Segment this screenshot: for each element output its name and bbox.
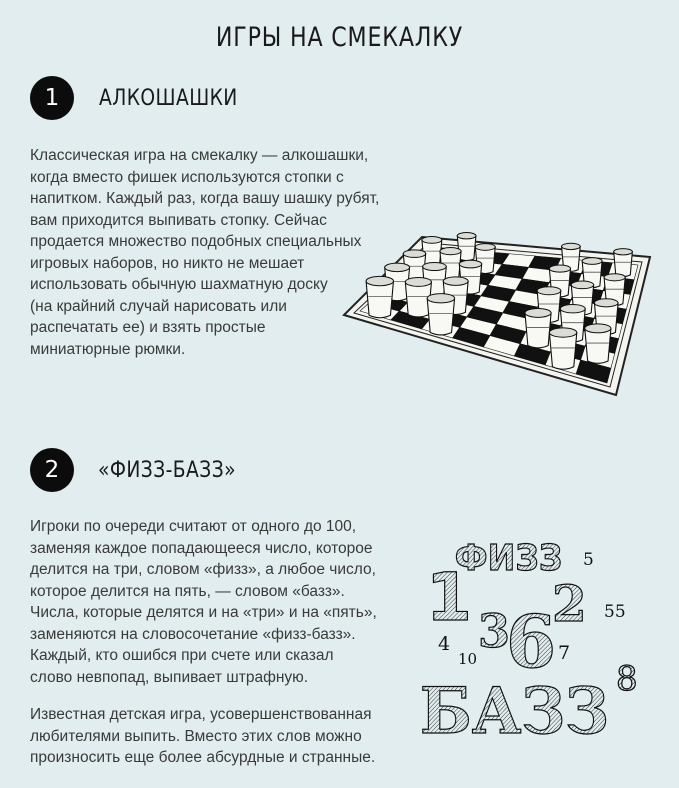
text-line: Классическая игра на смекалку — алкошашки,	[30, 147, 369, 164]
shot-glass-rim	[525, 308, 551, 317]
shot-glass-rim	[582, 258, 602, 265]
text-line: Каждый, кто ошибся при счете или сказал	[30, 647, 334, 664]
shot-glass	[427, 298, 454, 335]
text-line: напитком. Каждый раз, когда вашу шашку рубят,	[30, 190, 380, 207]
page-title: ИГРЫ НА СМЕКАЛКУ	[215, 22, 464, 53]
fizz-word: ФИЗЗ	[454, 537, 563, 580]
shot-glass-rim	[614, 249, 633, 255]
text-line: произносить еще более абсурдные и странные.	[30, 749, 376, 766]
text-line: миниатюрные рюмки.	[30, 340, 186, 358]
shot-glass-rim	[537, 287, 561, 295]
shot-glass-rim	[423, 263, 447, 271]
text-line: заменяя каждое попадающееся число, которое	[30, 539, 373, 557]
section-description	[30, 145, 379, 360]
section-title: «ФИЗЗ-БАЗЗ»	[98, 458, 236, 483]
section-note	[30, 704, 375, 769]
number-ten: 10	[458, 650, 478, 668]
section-number-badge: 1	[30, 76, 74, 120]
section-number-badge: 2	[30, 448, 74, 492]
text-line: Известная детская игра, усовершенствованная	[30, 706, 372, 723]
shot-glass-checkers-illustration	[340, 205, 665, 400]
text-line: заменяются на словосочетание «физз-базз».	[30, 625, 356, 643]
shot-glass-rim	[604, 274, 625, 281]
number-one: 1	[426, 559, 472, 636]
number-fifty-five: 55	[604, 602, 626, 622]
buzz-word: БАЗЗ	[419, 672, 610, 749]
section-title: АЛКОШАШКИ	[99, 86, 238, 111]
text-line: (на крайний случай нарисовать или	[30, 297, 287, 315]
text-line: делится на три, словом «физз», а любое число,	[30, 561, 376, 578]
text-line: любителями выпить. Вместо этих слов можно	[30, 727, 362, 745]
shot-glass-rim	[422, 237, 442, 244]
text-line: которое делится на пять, — словом «базз».	[30, 582, 345, 600]
shot-glass-rim	[405, 278, 431, 287]
shot-glass-rim	[457, 233, 476, 239]
shot-glass-rim	[549, 265, 570, 272]
shot-glass-rim	[459, 260, 481, 268]
shot-glass-rim	[562, 243, 581, 249]
shot-glass	[585, 328, 611, 363]
text-line: использовать обычную шахматную доску	[30, 276, 328, 293]
shot-glass-rim	[443, 277, 468, 285]
shot-glass-rim	[475, 244, 495, 251]
shot-glass	[549, 333, 576, 370]
text-line: когда вместо фишек используются стопки с	[30, 168, 344, 186]
number-four: 4	[438, 633, 451, 655]
shot-glass-rim	[427, 294, 454, 303]
number-two: 2	[552, 574, 587, 633]
shot-glass-rim	[571, 281, 593, 289]
fizz-buzz-illustration	[418, 525, 668, 750]
text-line: вам приходится выпивать стопку. Сейчас	[30, 211, 327, 229]
shot-glass-rim	[585, 324, 611, 333]
shot-glass-rim	[366, 276, 393, 285]
shot-glass-rim	[549, 328, 576, 337]
shot-glass-rim	[403, 250, 425, 258]
number-eight: 8	[616, 659, 638, 699]
text-line: слово невпопад, выпивает штрафную.	[30, 668, 309, 686]
shot-glass-rim	[594, 299, 618, 307]
text-line: продается множество подобных специальных	[30, 233, 362, 250]
shot-glass-rim	[440, 248, 461, 255]
text-line: Числа, которые делятся и на «три» и на «пять»,	[30, 604, 377, 621]
shot-glass	[614, 252, 633, 277]
shot-glass-rim	[560, 304, 585, 312]
shot-glass	[525, 313, 551, 348]
shot-glass	[366, 281, 393, 318]
section-description	[30, 516, 377, 688]
number-three: 3	[478, 604, 511, 658]
shot-glass-rim	[385, 263, 410, 271]
text-line: Игроки по очереди считают от одного до 100,	[30, 518, 357, 535]
number-six: 6	[506, 599, 557, 684]
text-line: распечатать ее) и взять простые	[30, 319, 266, 336]
number-seven: 7	[558, 642, 571, 664]
text-line: игровых наборов, но никто не мешает	[30, 254, 305, 272]
number-five: 5	[583, 550, 594, 570]
